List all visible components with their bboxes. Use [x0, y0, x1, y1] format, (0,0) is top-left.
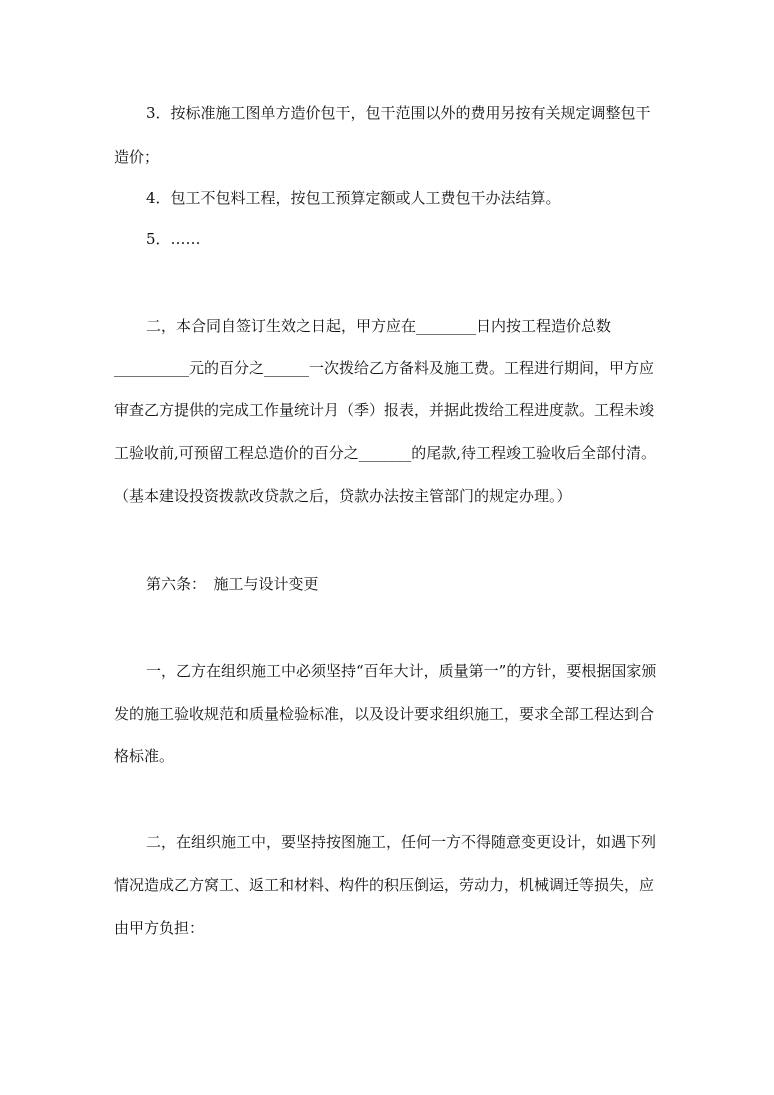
article-6-para-2-line-2: 情况造成乙方窝工、返工和材料、构件的积压倒运，劳动力，机械调迁等损失，应	[114, 876, 655, 894]
payment-paragraph-line-1: 二，本合同自签订生效之日起，甲方应在________日内按工程造价总数	[146, 317, 612, 335]
clause-4: 4．包工不包料工程，按包工预算定额或人工费包干办法结算。	[146, 189, 561, 207]
clause-5: 5．……	[146, 230, 201, 248]
article-6-para-2-line-3: 由甲方负担：	[114, 919, 205, 937]
payment-paragraph-note: （基本建设投资拨款改贷款之后，贷款办法按主管部门的规定办理。）	[114, 487, 572, 505]
payment-paragraph-line-3: 审查乙方提供的完成工作量统计月（季）报表，并据此拨给工程进度款。工程未竣	[114, 401, 655, 419]
article-6-heading: 第六条： 施工与设计变更	[146, 575, 319, 593]
article-6-para-1-line-1: 一，乙方在组织施工中必须坚持“百年大计，质量第一”的方针，要根据国家颁	[146, 662, 657, 680]
clause-3-line-2: 造价；	[114, 148, 160, 166]
payment-paragraph-line-2: __________元的百分之______一次拨给乙方备料及施工费。工程进行期间，甲方应	[114, 359, 655, 377]
payment-paragraph-line-4: 工验收前,可预留工程总造价的百分之_______的尾款,待工程竣工验收后全部付清。	[114, 444, 657, 462]
clause-3-line-1: 3．按标准施工图单方造价包干，包干范围以外的费用另按有关规定调整包干	[146, 104, 651, 122]
article-6-para-2-line-1: 二，在组织施工中，要坚持按图施工，任何一方不得随意变更设计，如遇下列	[146, 833, 657, 851]
article-6-para-1-line-3: 格标准。	[114, 747, 175, 765]
article-6-para-1-line-2: 发的施工验收规范和质量检验标准，以及设计要求组织施工，要求全部工程达到合	[114, 705, 655, 723]
